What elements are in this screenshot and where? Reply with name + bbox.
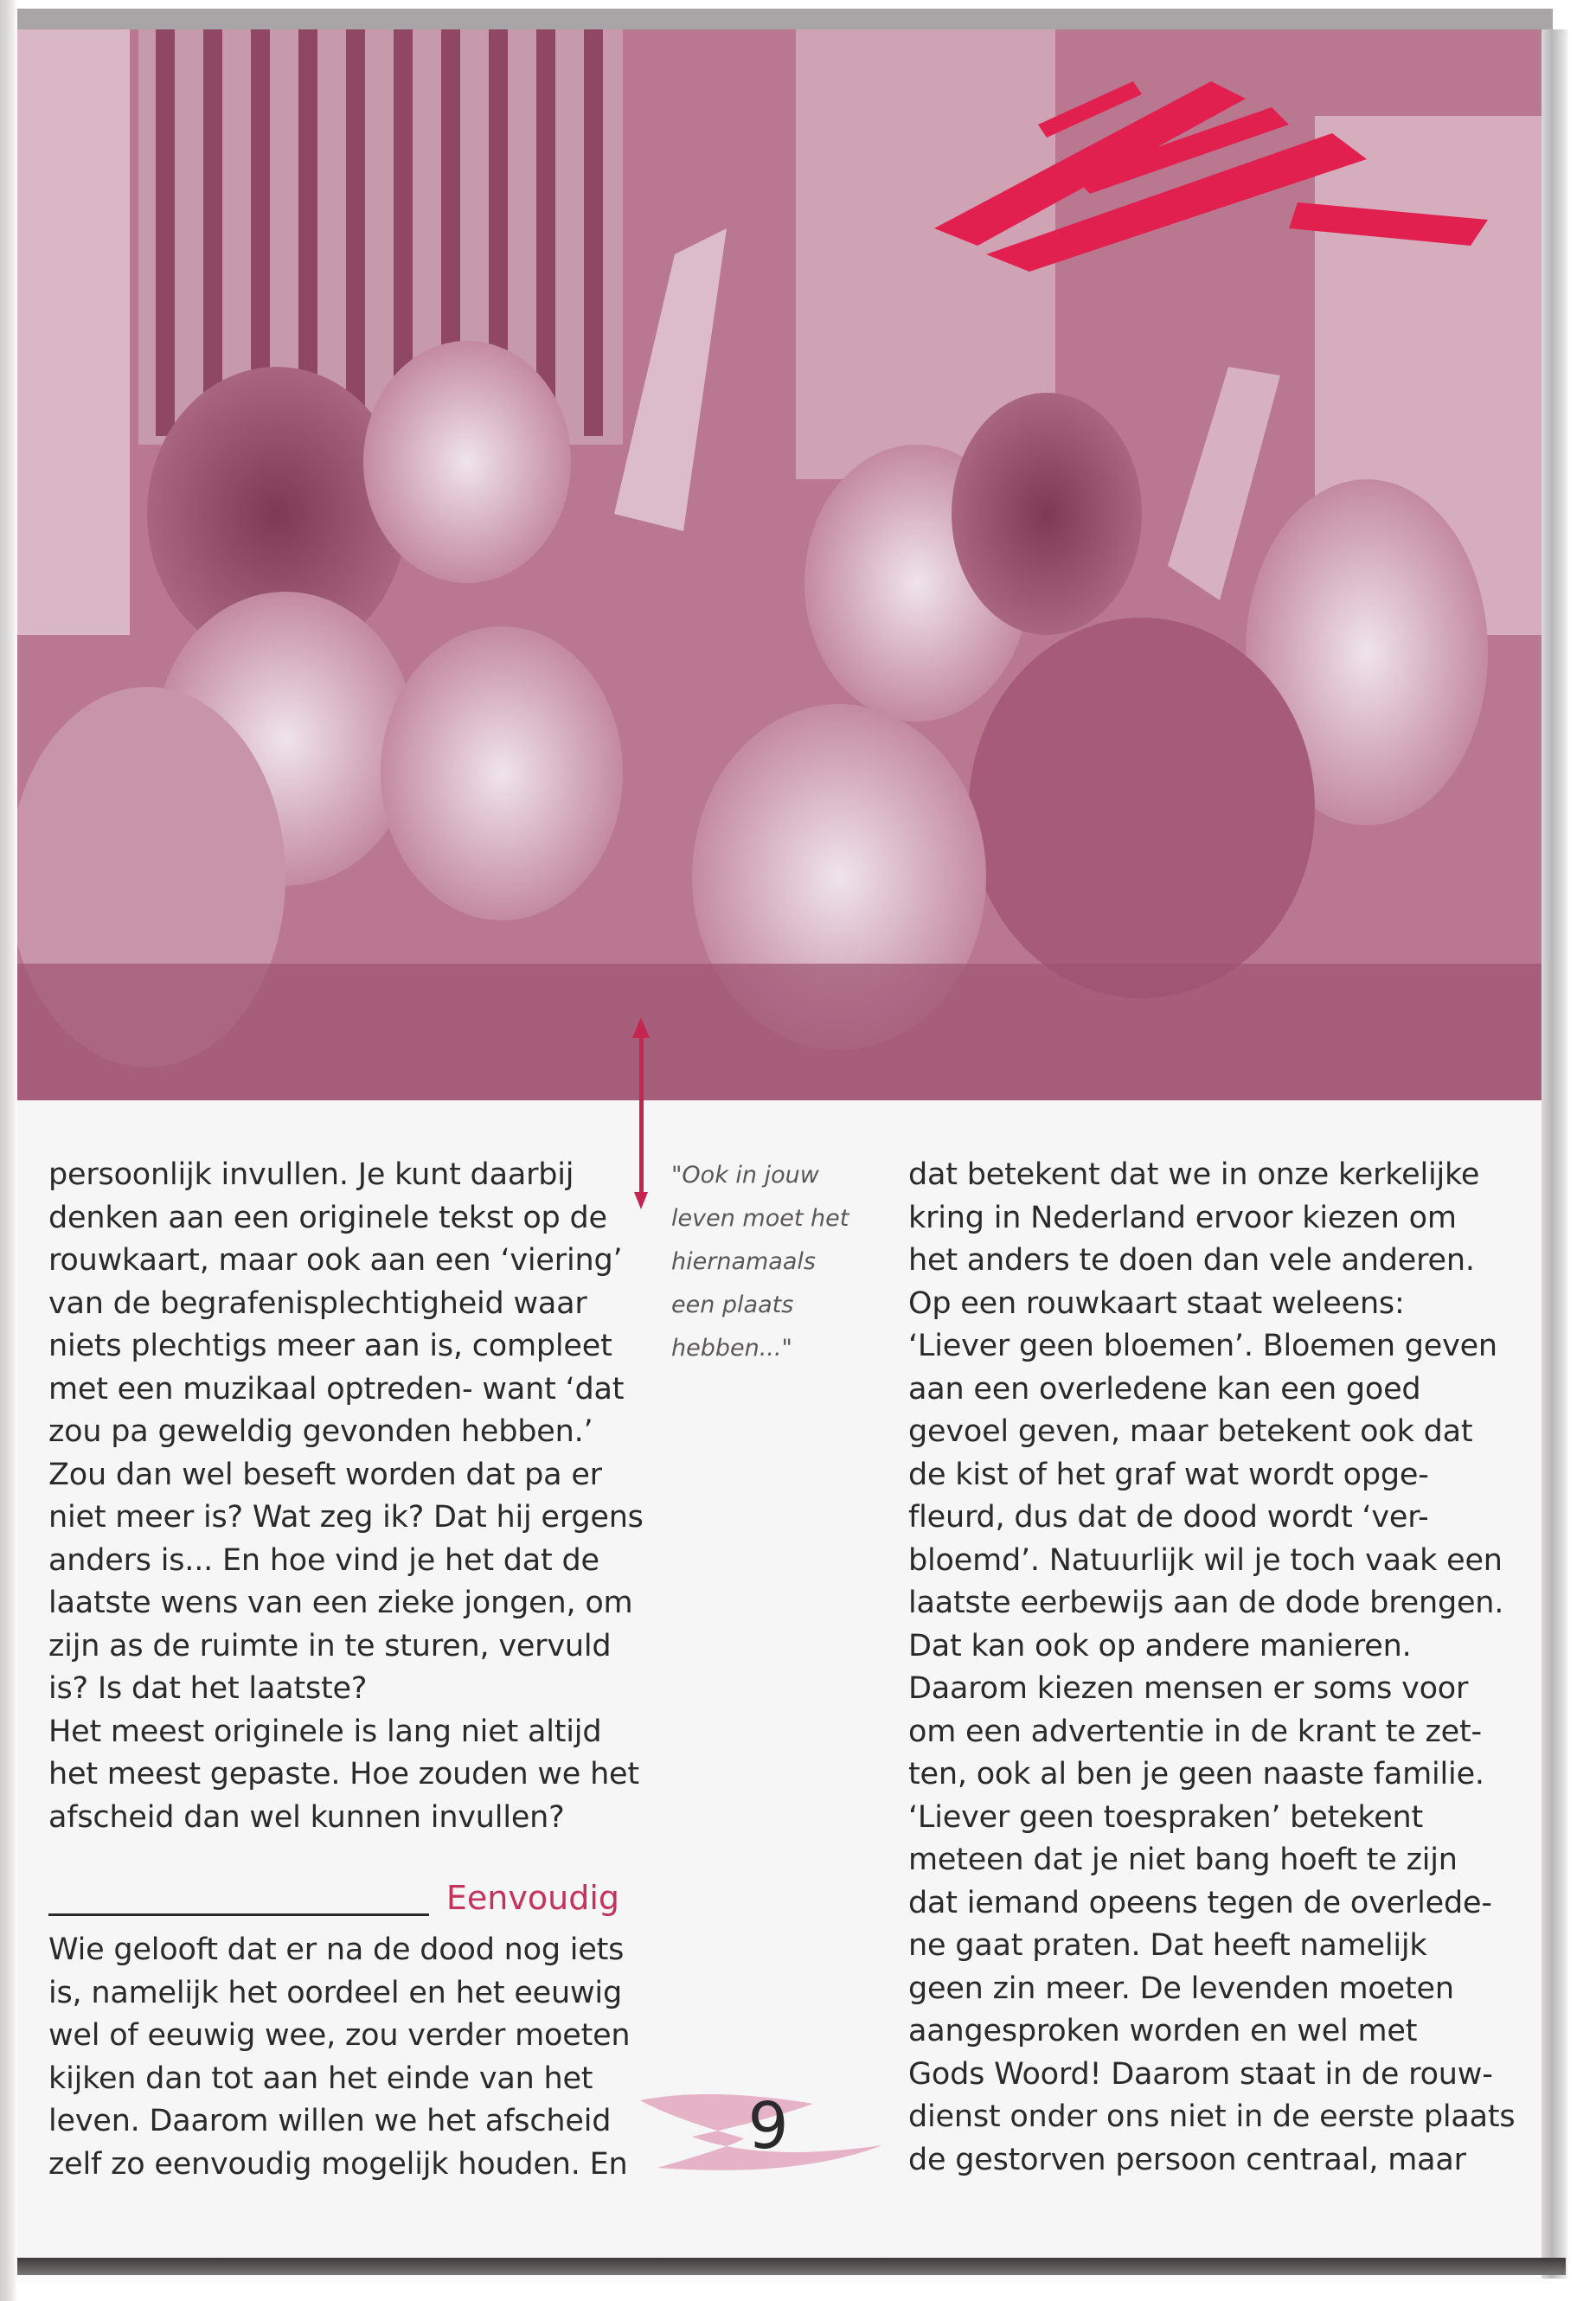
left-column-2-text: Wie gelooft dat er na de dood nog iets is, namelijk het oordeel en het eeuwig wel of eeuwig wee, zou verder moeten kijken dan tot aan het einde van het leven. Daarom willen we het afscheid zelf zo eenvoudig mogelijk houden. En (48, 1932, 631, 2182)
pull-quote: "Ook in jouw leven moet het hiernamaals een plaats hebben..." (671, 1162, 849, 1362)
left-column-text: persoonlijk invullen. Je kunt daarbij denken aan een originele tekst op de rouwkaart, maar ook aan een ‘viering’ van de begrafenisplechtigheid waar niets plechtigs meer aan is, compleet met een muzikaal optreden- want ‘dat zou pa geweldig gevonden hebben.’ Zou dan wel beseft worden dat pa er niet meer is? Wat zeg ik? Dat hij ergens anders is... En hoe vind je het dat de laatste wens van een zieke jongen, om zijn as de ruimte in te sturen, vervuld is? Is dat het laatste? Het meest originele is lang niet altijd het meest gepaste. Hoe zouden we het afscheid dan wel kunnen invullen? (48, 1157, 644, 1835)
scan-top-edge (17, 9, 1553, 29)
section-heading (48, 1879, 619, 1924)
page-number: 9 (747, 2089, 789, 2163)
right-column-text: dat betekent dat we in onze kerkelijke kring in Nederland ervoor kiezen om het anders te doen dan vele anderen. Op een rouwkaart staat weleens: ‘Liever geen bloemen’. Bloemen geven aan een overledene kan een goed gevoel geven, maar betekent ook dat de kist of het graf wat wordt opge- fleurd, dus dat de dood wordt ‘ver- bloemd’. Natuurlijk wil je toch vaak een laatste eerbewijs aan de dode brengen. Dat kan ook op andere manieren. Daarom kiezen mensen er soms voor om een advertentie in de krant te zet- ten, ook al ben je geen naaste familie. ‘Liever geen toespraken’ betekent meteen dat je niet bang hoeft te zijn dat iemand opeens tegen de overlede- ne gaat praten. Dat heeft namelijk geen zin meer. De levenden moeten aangesproken worden en wel met Gods Woord! Daarom staat in de rouw- dienst onder ons niet in de eerste plaats de gestorven persoon centraal, maar (908, 1157, 1516, 2177)
crowd-photo (17, 29, 1542, 1100)
left-column (48, 1154, 654, 1839)
crowd-photo-icon (17, 29, 1542, 1100)
page-right-edge (1542, 29, 1567, 2279)
right-column (908, 1154, 1531, 2182)
heading-rule (48, 1913, 429, 1916)
page-number-block (640, 2085, 882, 2180)
left-column-continued (48, 1929, 654, 2186)
heading-text: Eenvoudig (445, 1879, 619, 1917)
scan-bottom-edge (17, 2258, 1566, 2275)
